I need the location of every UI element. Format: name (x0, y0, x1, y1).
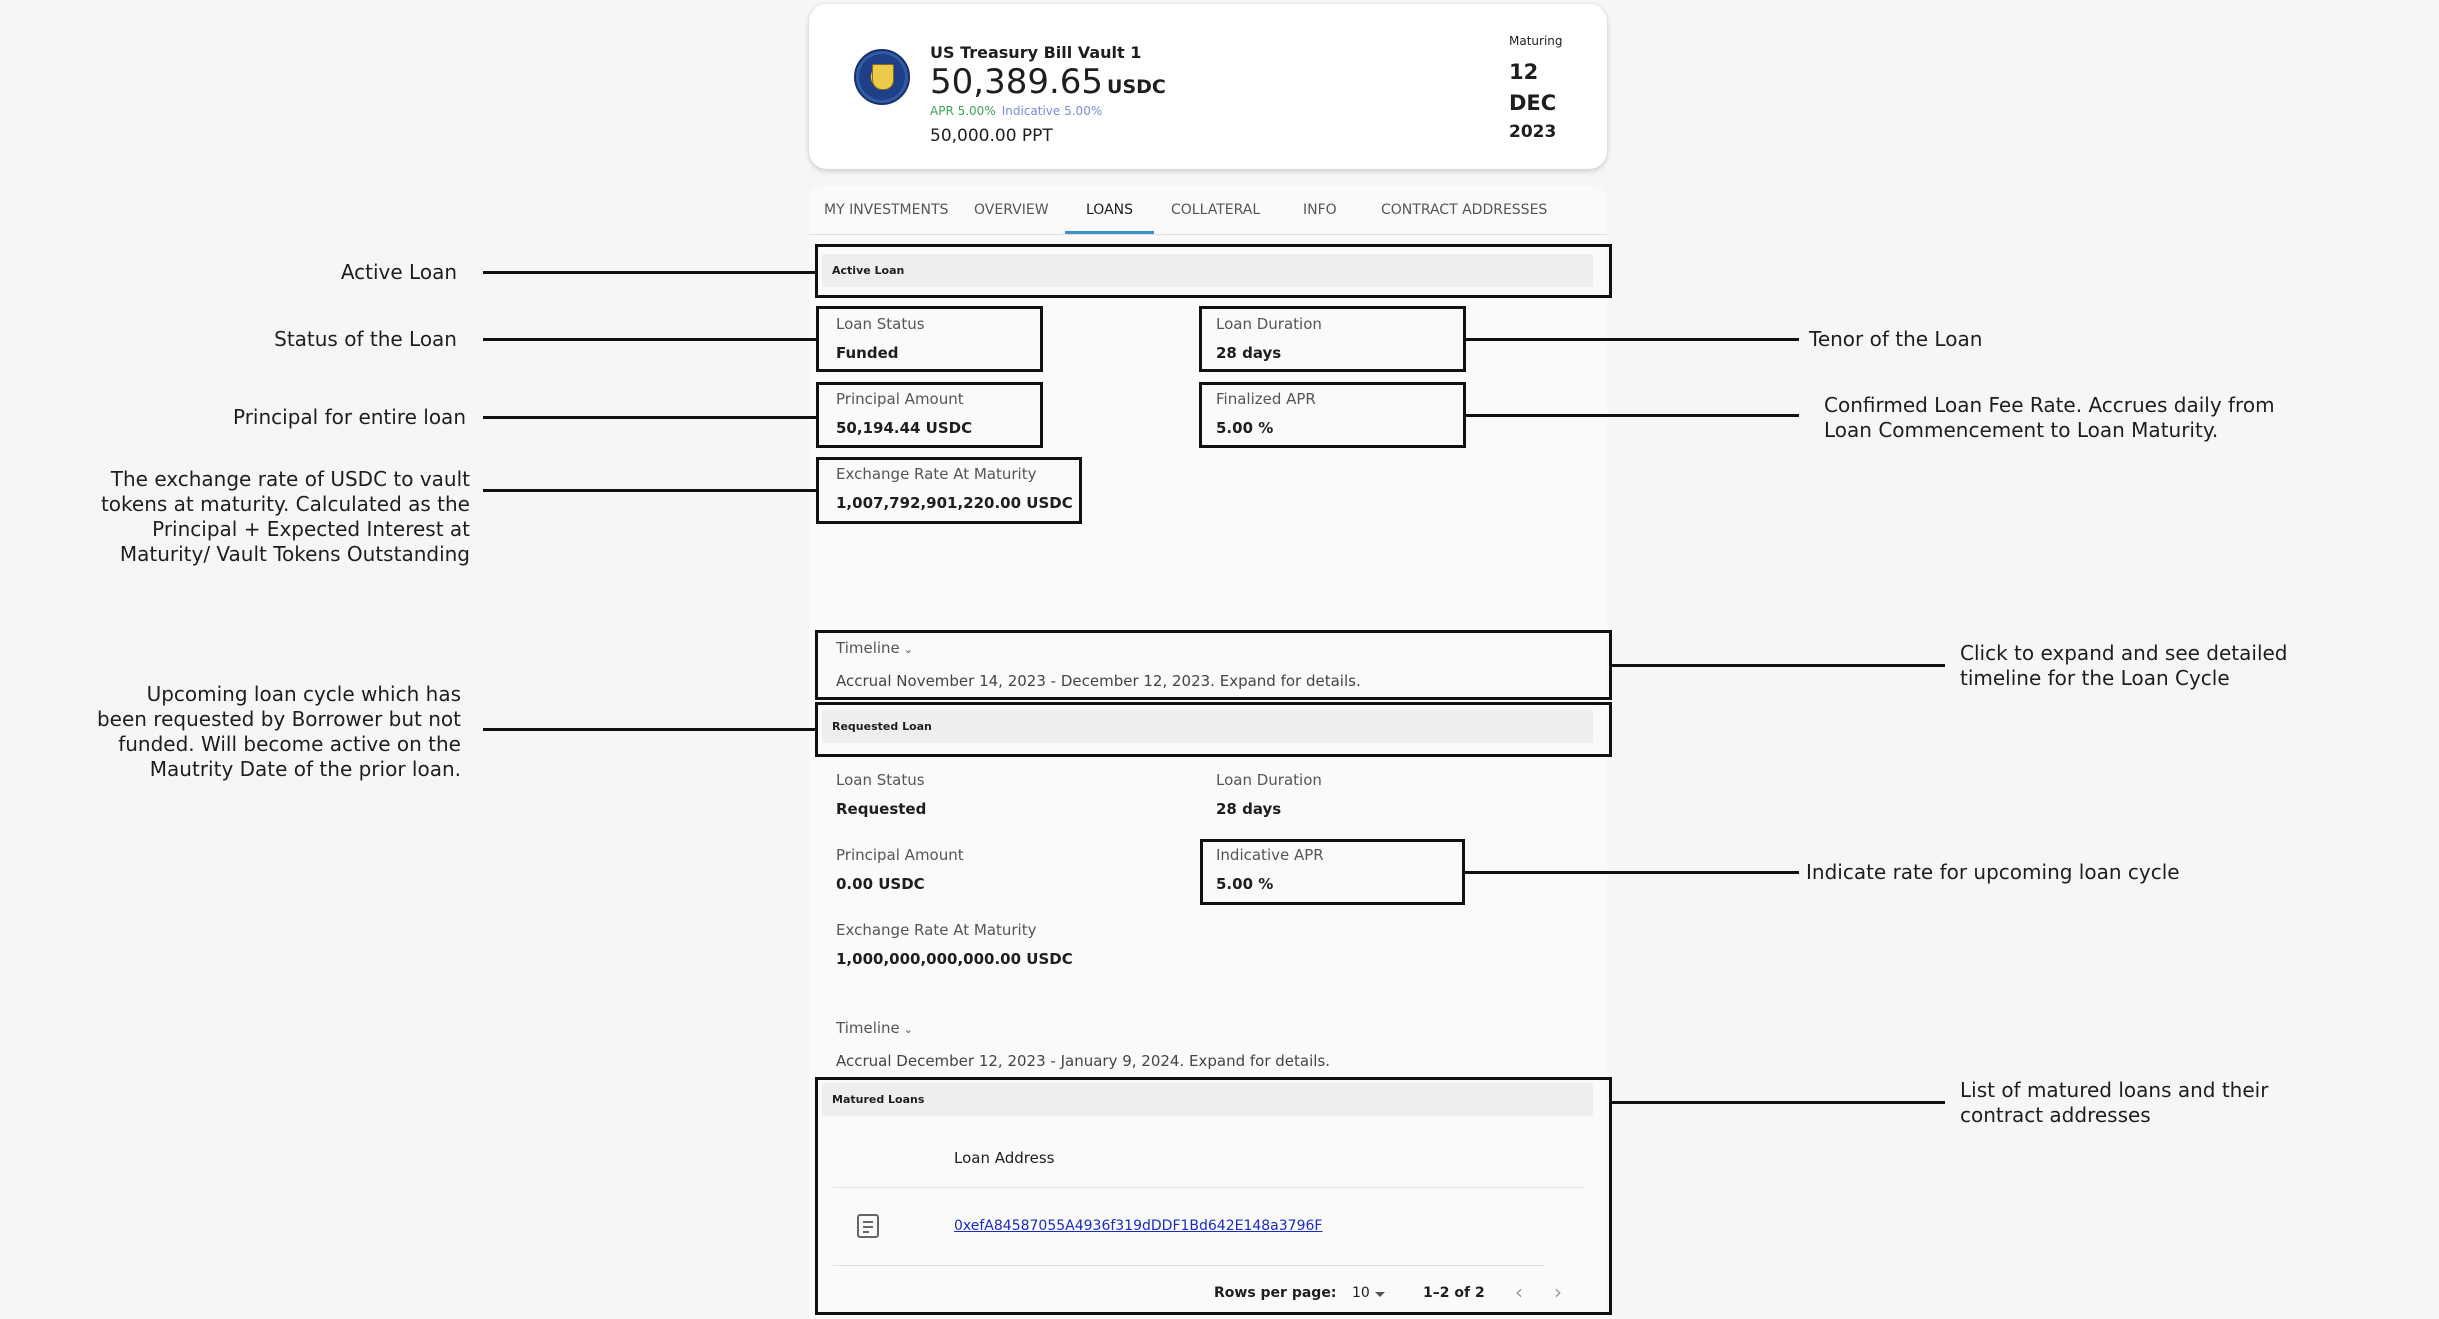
leader-line (1612, 1101, 1945, 1104)
active-loan-duration-label: Loan Duration (1216, 315, 1322, 333)
active-loan-timeline-text: Accrual November 14, 2023 - December 12, 2023. Expand for details. (836, 672, 1361, 690)
vault-balance (930, 62, 1166, 102)
callout-box-timeline (815, 630, 1612, 700)
active-loan-status-value: Funded (836, 344, 899, 362)
annotation-indicative-rate: Indicate rate for upcoming loan cycle (1806, 860, 2180, 884)
loan-address-column-header: Loan Address (954, 1149, 1055, 1167)
annotation-matured-loans: List of matured loans and their contract addresses (1960, 1078, 2269, 1127)
leader-line (1612, 664, 1945, 667)
leader-line (483, 489, 816, 492)
requested-timeline-label: Timeline (836, 1019, 900, 1037)
annotation-requested-loan: Upcoming loan cycle which has been requested by Borrower but not funded. Will become active on the Mautrity Date of the prior loan. (96, 682, 461, 781)
leader-line (1465, 871, 1799, 874)
callout-box-principal (816, 382, 1043, 448)
requested-loan-timeline-toggle[interactable] (836, 1019, 913, 1037)
annotation-active-loan: Active Loan (340, 260, 457, 284)
maturing-day: 12 (1509, 60, 1539, 84)
ppt-balance: 50,000.00 PPT (930, 126, 1053, 146)
leader-line (483, 338, 816, 341)
tab-contract-addresses[interactable]: CONTRACT ADDRESSES (1381, 202, 1548, 218)
requested-loan-status-label: Loan Status (836, 771, 925, 789)
leader-line (1466, 414, 1799, 417)
callout-box-indicative-apr (1200, 839, 1465, 905)
requested-loan-apr-value: 5.00 % (1216, 875, 1274, 893)
next-page-icon[interactable]: › (1554, 1280, 1562, 1304)
vault-header-card (809, 4, 1607, 169)
requested-loan-status-value: Requested (836, 800, 927, 818)
requested-loan-principal-label: Principal Amount (836, 846, 964, 864)
balance-amount: 50,389.65 (930, 62, 1104, 102)
annotation-principal: Principal for entire loan (233, 405, 466, 429)
rows-per-page-label: Rows per page: (1214, 1285, 1337, 1301)
active-loan-exchange-value: 1,007,792,901,220.00 USDC (836, 494, 1073, 512)
requested-loan-exchange-value: 1,000,000,000,000.00 USDC (836, 950, 1073, 968)
callout-box-matured-loans (815, 1077, 1612, 1315)
balance-unit: USDC (1107, 76, 1166, 98)
active-loan-apr-value: 5.00 % (1216, 419, 1274, 437)
active-loan-duration-value: 28 days (1216, 344, 1282, 362)
active-loan-principal-label: Principal Amount (836, 390, 964, 408)
matured-loans-title: Matured Loans (832, 1093, 925, 1106)
annotation-fee-rate: Confirmed Loan Fee Rate. Accrues daily from Loan Commencement to Loan Maturity. (1824, 393, 2275, 442)
callout-box-exchange-rate (816, 457, 1082, 524)
tab-my-investments[interactable]: MY INVESTMENTS (824, 202, 949, 218)
maturing-year: 2023 (1509, 122, 1557, 142)
leader-line (483, 416, 816, 419)
requested-loan-duration-value: 28 days (1216, 800, 1282, 818)
pagination-count: 1–2 of 2 (1423, 1285, 1485, 1301)
annotation-tenor: Tenor of the Loan (1809, 327, 1983, 351)
callout-box-finalized-apr (1199, 382, 1466, 448)
callout-box-loan-status (816, 306, 1043, 372)
treasury-seal-icon (854, 49, 910, 105)
active-loan-principal-value: 50,194.44 USDC (836, 419, 973, 437)
active-loan-title: Active Loan (832, 264, 905, 277)
active-tab-indicator (1065, 231, 1154, 234)
previous-page-icon[interactable]: ‹ (1515, 1280, 1523, 1304)
requested-loan-principal-value: 0.00 USDC (836, 875, 925, 893)
requested-loan-duration-label: Loan Duration (1216, 771, 1322, 789)
indicative-badge: Indicative 5.00% (1001, 104, 1103, 118)
maturing-label: Maturing (1509, 34, 1563, 48)
callout-box-requested-loan (815, 702, 1612, 757)
requested-loan-apr-label: Indicative APR (1216, 846, 1324, 864)
tab-loans[interactable]: LOANS (1086, 202, 1134, 218)
rows-per-page-select[interactable]: 10 (1352, 1285, 1370, 1301)
active-loan-status-label: Loan Status (836, 315, 925, 333)
tab-overview[interactable]: OVERVIEW (974, 202, 1049, 218)
chevron-down-icon: ⌄ (903, 643, 913, 656)
tab-collateral[interactable]: COLLATERAL (1171, 202, 1261, 218)
chevron-down-icon: ⌄ (903, 1023, 913, 1036)
leader-line (483, 728, 815, 731)
tab-bar (809, 186, 1607, 235)
callout-box-active-loan (815, 244, 1612, 298)
annotation-exchange-rate: The exchange rate of USDC to vault tokens at maturity. Calculated as the Principal + Expected Interest at Maturity/ Vault Tokens Outstanding (100, 467, 470, 566)
apr-line (930, 104, 1102, 118)
requested-loan-timeline-text: Accrual December 12, 2023 - January 9, 2024. Expand for details. (836, 1052, 1331, 1070)
tab-info[interactable]: INFO (1303, 202, 1337, 218)
requested-loan-exchange-label: Exchange Rate At Maturity (836, 921, 1037, 939)
active-loan-exchange-label: Exchange Rate At Maturity (836, 465, 1037, 483)
apr-badge: APR 5.00% (930, 104, 996, 118)
active-timeline-label: Timeline (836, 639, 900, 657)
vault-name: US Treasury Bill Vault 1 (930, 43, 1142, 62)
requested-loan-title: Requested Loan (832, 720, 932, 733)
leader-line (483, 271, 815, 274)
annotation-timeline: Click to expand and see detailed timeline for the Loan Cycle (1960, 641, 2288, 690)
active-loan-apr-label: Finalized APR (1216, 390, 1316, 408)
loan-address-link[interactable]: 0xefA84587055A4936f319dDDF1Bd642E148a3796F (954, 1218, 1323, 1234)
leader-line (1466, 338, 1799, 341)
callout-box-loan-duration (1199, 306, 1466, 372)
maturing-month: DEC (1509, 91, 1557, 115)
annotation-loan-status: Status of the Loan (274, 327, 457, 351)
